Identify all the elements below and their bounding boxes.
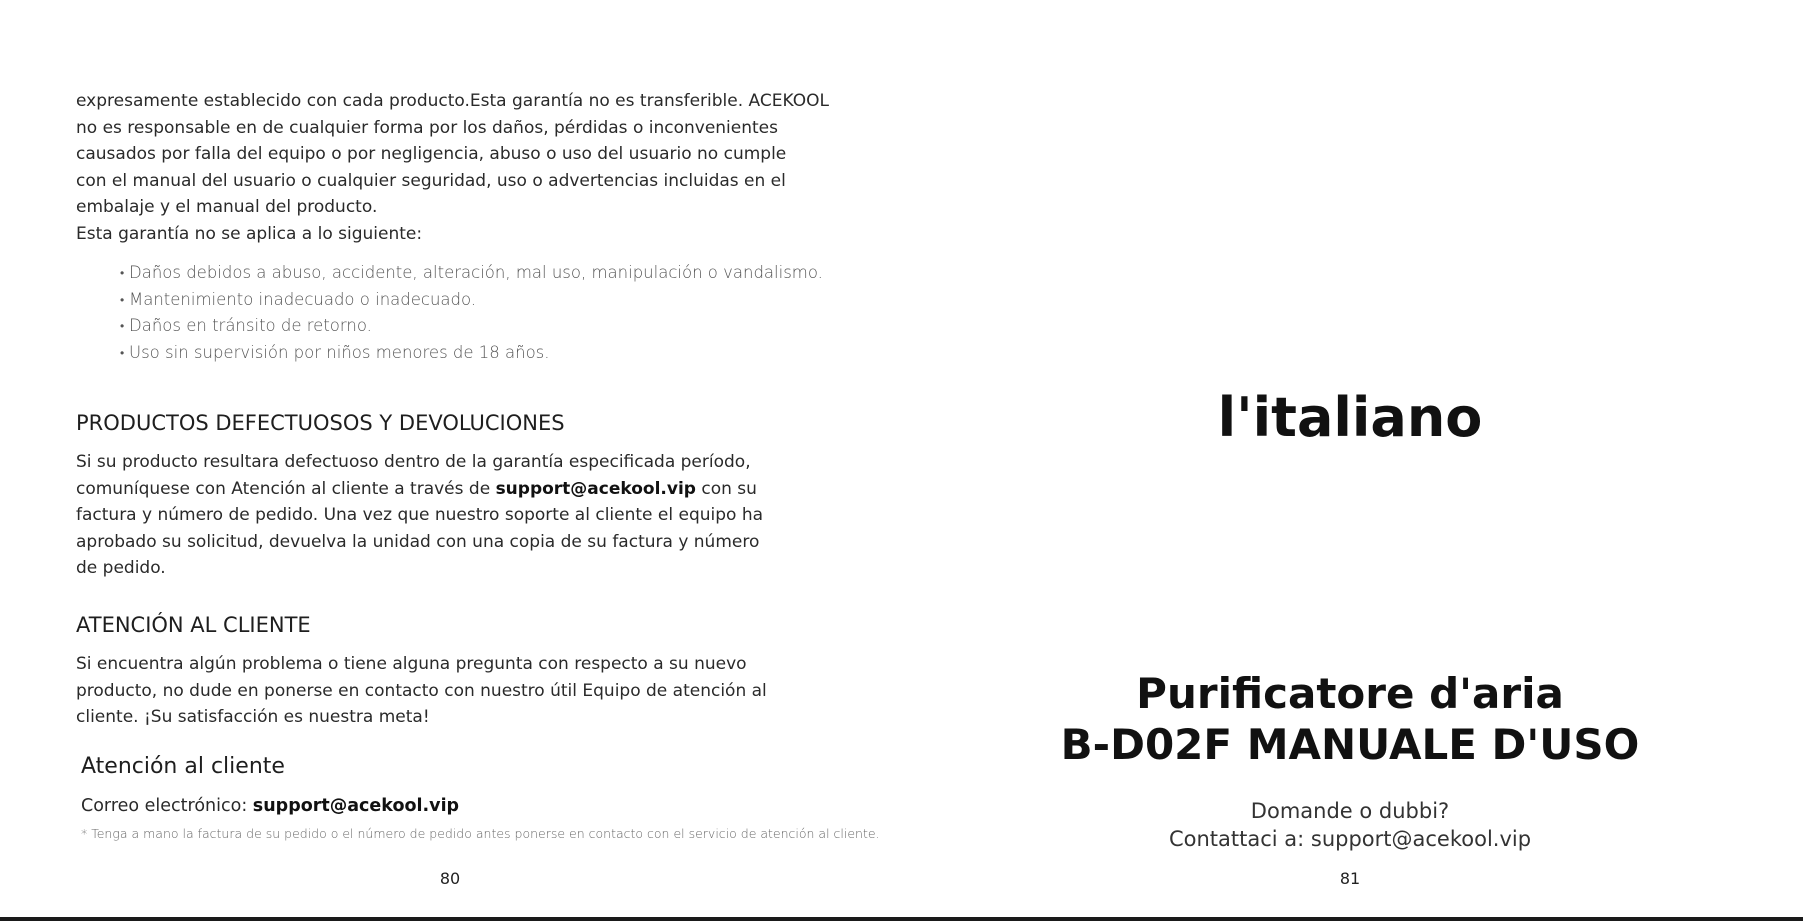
product-title bbox=[1030, 668, 1670, 770]
text-line: cliente. ¡Su satisfacción es nuestra meta! bbox=[76, 707, 430, 728]
support-email-link[interactable]: support@acekool.vip bbox=[495, 478, 696, 499]
contact-email-link[interactable]: support@acekool.vip bbox=[252, 796, 460, 816]
text-line: factura y número de pedido. Una vez que nuestro soporte al cliente el equipo ha bbox=[76, 505, 764, 526]
contact-email-line bbox=[81, 793, 459, 819]
customer-service-paragraph bbox=[76, 651, 796, 731]
text-line bbox=[76, 476, 776, 503]
list-item: • Mantenimiento inadecuado o inadecuado. bbox=[120, 287, 823, 314]
text-line: producto, no dude en ponerse en contacto con nuestro útil Equipo de atención al bbox=[76, 680, 767, 701]
questions-text: Domande o dubbi? bbox=[1250, 799, 1450, 823]
page-left bbox=[0, 0, 901, 917]
defect-heading: PRODUCTOS DEFECTUOSOS Y DEVOLUCIONES bbox=[76, 411, 565, 435]
list-item: • Daños en tránsito de retorno. bbox=[120, 313, 823, 340]
customer-service-heading: ATENCIÓN AL CLIENTE bbox=[76, 613, 311, 637]
text-line: de pedido. bbox=[76, 558, 166, 579]
text-line: Si encuentra algún problema o tiene alguna pregunta con respecto a su nuevo bbox=[76, 654, 747, 674]
page-number-left: 80 bbox=[439, 869, 461, 888]
page-right bbox=[901, 0, 1803, 917]
text-line: embalaje y el manual del producto. bbox=[76, 197, 378, 218]
text-line: causados por falla del equipo o por negligencia, abuso o uso del usuario no cumple bbox=[76, 144, 787, 165]
exclusions-list bbox=[120, 260, 823, 366]
contact-us-text: Contattaci a: support@acekool.vip bbox=[1168, 827, 1532, 851]
email-label: Correo electrónico: bbox=[81, 796, 253, 816]
language-title: l'italiano bbox=[1217, 386, 1483, 449]
text-line: Si su producto resultara defectuoso dentro de la garantía especificada período, bbox=[76, 452, 751, 472]
text-line: aprobado su solicitud, devuelva la unidad con una copia de su factura y número bbox=[76, 531, 760, 552]
contact-block bbox=[1080, 797, 1620, 853]
contact-heading: Atención al cliente bbox=[81, 754, 285, 779]
bottom-divider bbox=[0, 917, 1803, 921]
warranty-intro bbox=[76, 88, 836, 248]
text-line: no es responsable en de cualquier forma por los daños, pérdidas o inconvenientes bbox=[76, 117, 778, 138]
text-line: expresamente establecido con cada producto.Esta garantía no es transferible. ACEKOOL bbox=[76, 91, 829, 111]
text-line: con el manual del usuario o cualquier seguridad, uso o advertencias incluidas en el bbox=[76, 170, 786, 191]
defect-paragraph bbox=[76, 449, 776, 582]
text-span: comuníquese con Atención al cliente a través de bbox=[76, 478, 496, 499]
text-line: Esta garantía no se aplica a lo siguiente: bbox=[76, 223, 423, 244]
page-number-right: 81 bbox=[1339, 869, 1361, 888]
text-span: con su bbox=[695, 478, 757, 499]
contact-footnote: * Tenga a mano la factura de su pedido o el número de pedido antes ponerse en contacto con el servicio de atención al cliente. bbox=[81, 826, 880, 841]
list-item: • Daños debidos a abuso, accidente, alteración, mal uso, manipulación o vandalismo. bbox=[120, 260, 823, 287]
list-item: • Uso sin supervisión por niños menores de 18 años. bbox=[120, 340, 823, 367]
product-title-line: B-D02F MANUALE D'USO bbox=[1060, 720, 1640, 769]
product-title-line: Purificatore d'aria bbox=[1136, 669, 1564, 718]
